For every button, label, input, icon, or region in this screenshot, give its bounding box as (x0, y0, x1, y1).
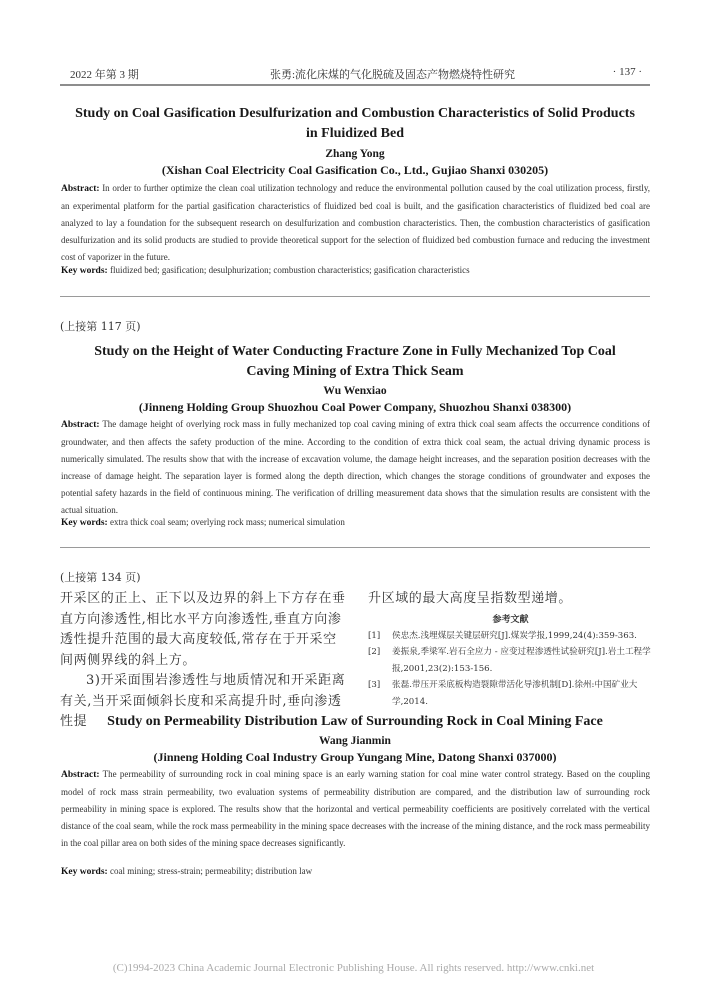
article-1-keywords (61, 262, 650, 279)
abstract-text: The damage height of overlying rock mass in fully mechanized top coal caving mining of extra thick coal seam affects the occurrence conditions of groundwater, and then affects the safety production of the mine. According to the condition of extra thick coal seam, the actual driving dynamic process is numerically simulated. The results show that with the increase of excavation volume, the damage height increases, and the separation position decreases with the increase of damage height. The separation layer is formed along the depth direction, which changes the storage conditions of groundwater and exposes the potential safety hazards in the field of continuous mining. The verification of drilling measurement data shows that the simulation results are consistent with the actual situation. (61, 419, 650, 516)
reference-text: 张磊.带压开采底板构造裂隙带活化导渗机制[D].徐州:中国矿业大学,2014. (392, 680, 638, 707)
article-2-abstract (61, 416, 650, 520)
page-number: · 137 · (612, 66, 642, 78)
article-2-affiliation: (Jinneng Holding Group Shuozhou Coal Power Company, Shuozhou Shanxi 038300) (138, 400, 572, 414)
article-1-title-line2: in Fluidized Bed (305, 126, 405, 141)
article-2-title-line2: Caving Mining of Extra Thick Seam (246, 364, 464, 379)
article-3-title (60, 712, 650, 732)
reference-item (368, 677, 653, 710)
reference-number: [2] (368, 647, 381, 657)
continuation-left-column (60, 589, 350, 733)
abstract-label: Abstract: (61, 184, 100, 194)
article-3-author: Wang Jianmin (319, 735, 391, 747)
article-3-abstract (61, 766, 650, 852)
references-title: 参考文献 (492, 614, 529, 625)
continuation-note: (上接第 134 页) (60, 571, 141, 584)
header-rule (60, 84, 650, 86)
article-1-author: Zhang Yong (325, 148, 385, 160)
reference-number: [3] (368, 680, 381, 690)
reference-number: [1] (368, 630, 381, 641)
continuation-paragraph-2-cont: 升区域的最大高度呈指数型递增。 (368, 591, 573, 606)
article-2-continued-note: (上接第 117 页) (60, 320, 141, 333)
running-title: 张勇:流化床煤的气化脱硫及固态产物燃烧特性研究 (270, 69, 516, 81)
reference-item (368, 644, 653, 677)
article-3-affiliation: (Jinneng Holding Coal Industry Group Yungang Mine, Datong Shanxi 037000) (153, 750, 557, 764)
continuation-right-column (368, 589, 653, 710)
abstract-text: In order to further optimize the clean coal utilization technology and reduce the environmental pollution caused by the coal utilization process, firstly, an experimental platform for the partial gasification characteristics of fluidized bed coal is built, and the gasification characteristics of fluidized bed coal are analyzed to lay a foundation for the subsequent research on desulfurization and combustion characteristics. Then, the combustion characteristics of gasification desulfurization and its solid products are studied to provide theoretical support for the selection of fluidized bed combustion furnace and reducing the investment cost of vaporizer in the future. (61, 183, 650, 263)
reference-text: 侯忠杰.浅埋煤层关键层研究[J].煤炭学报,1999,24(4):359-363. (392, 630, 637, 641)
copyright-footer: (C)1994-2023 China Academic Journal Electronic Publishing House. All rights reserved. http://www.cnki.net (112, 962, 595, 974)
divider (60, 547, 650, 548)
article-1-title (60, 104, 650, 144)
article-2-title-line1: Study on the Height of Water Conducting Fracture Zone in Fully Mechanized Top Coal (94, 344, 616, 359)
article-1-title-line1: Study on Coal Gasification Desulfurization and Combustion Characteristics of Solid Products (75, 106, 635, 121)
keywords-label: Key words: (61, 518, 108, 528)
keywords-text: fluidized bed; gasification; desulphurization; combustion characteristics; gasification characteristics (109, 265, 470, 275)
divider (60, 296, 650, 297)
keywords-text: extra thick coal seam; overlying rock mass; numerical simulation (109, 517, 345, 527)
abstract-label: Abstract: (61, 770, 100, 780)
keywords-label: Key words: (61, 867, 108, 877)
article-1-affiliation: (Xishan Coal Electricity Coal Gasification Co., Ltd., Gujiao Shanxi 030205) (161, 163, 549, 177)
keywords-text: coal mining; stress-strain; permeability; distribution law (109, 866, 313, 876)
abstract-label: Abstract: (61, 420, 100, 430)
article-2-keywords (61, 514, 650, 531)
keywords-label: Key words: (61, 266, 108, 276)
reference-item (368, 628, 653, 645)
article-1-abstract (61, 180, 650, 266)
article-2-title (60, 342, 650, 382)
running-header (60, 64, 650, 84)
continuation-paragraph-2: 3)开采面围岩渗透性与地质情况和开采距离有关,当开采面倾斜长度和采高提升时,垂向渗透性提 (60, 673, 346, 729)
article-3-title-line1: Study on Permeability Distribution Law of Surrounding Rock in Coal Mining Face (107, 714, 603, 729)
issue-label: 2022 年第 3 期 (70, 69, 139, 81)
continuation-paragraph-1: 开采区的正上、正下以及边界的斜上下方存在垂直方向渗透性,相比水平方向渗透性,垂直方向渗透性提升范围的最大高度较低,常存在于开采空间两侧界线的斜上方。 (60, 591, 346, 668)
article-3-keywords (61, 863, 650, 880)
abstract-text: The permeability of surrounding rock in coal mining space is an early warning station for coal mine water control strategy. Based on the coupling model of rock mass strain permeability, two evaluation systems of permeability distribution are compared, and the distribution law of surrounding rock permeability in mining space is explored. The results show that the horizontal and vertical permeability coefficients are positively correlated with the vertical distance of the coal seam, while the rock mass permeability in the mining space decreases with the increase of the mining distance, and the rock mass permeability in the coal pillar area on both sides of the mining space decreases significantly. (61, 769, 650, 849)
article-2-author: Wu Wenxiao (323, 385, 387, 397)
reference-text: 姜振泉,季梁军.岩石全应力 - 应变过程渗透性试验研究[J].岩土工程学报,2001,23(2):153-156. (392, 647, 651, 674)
